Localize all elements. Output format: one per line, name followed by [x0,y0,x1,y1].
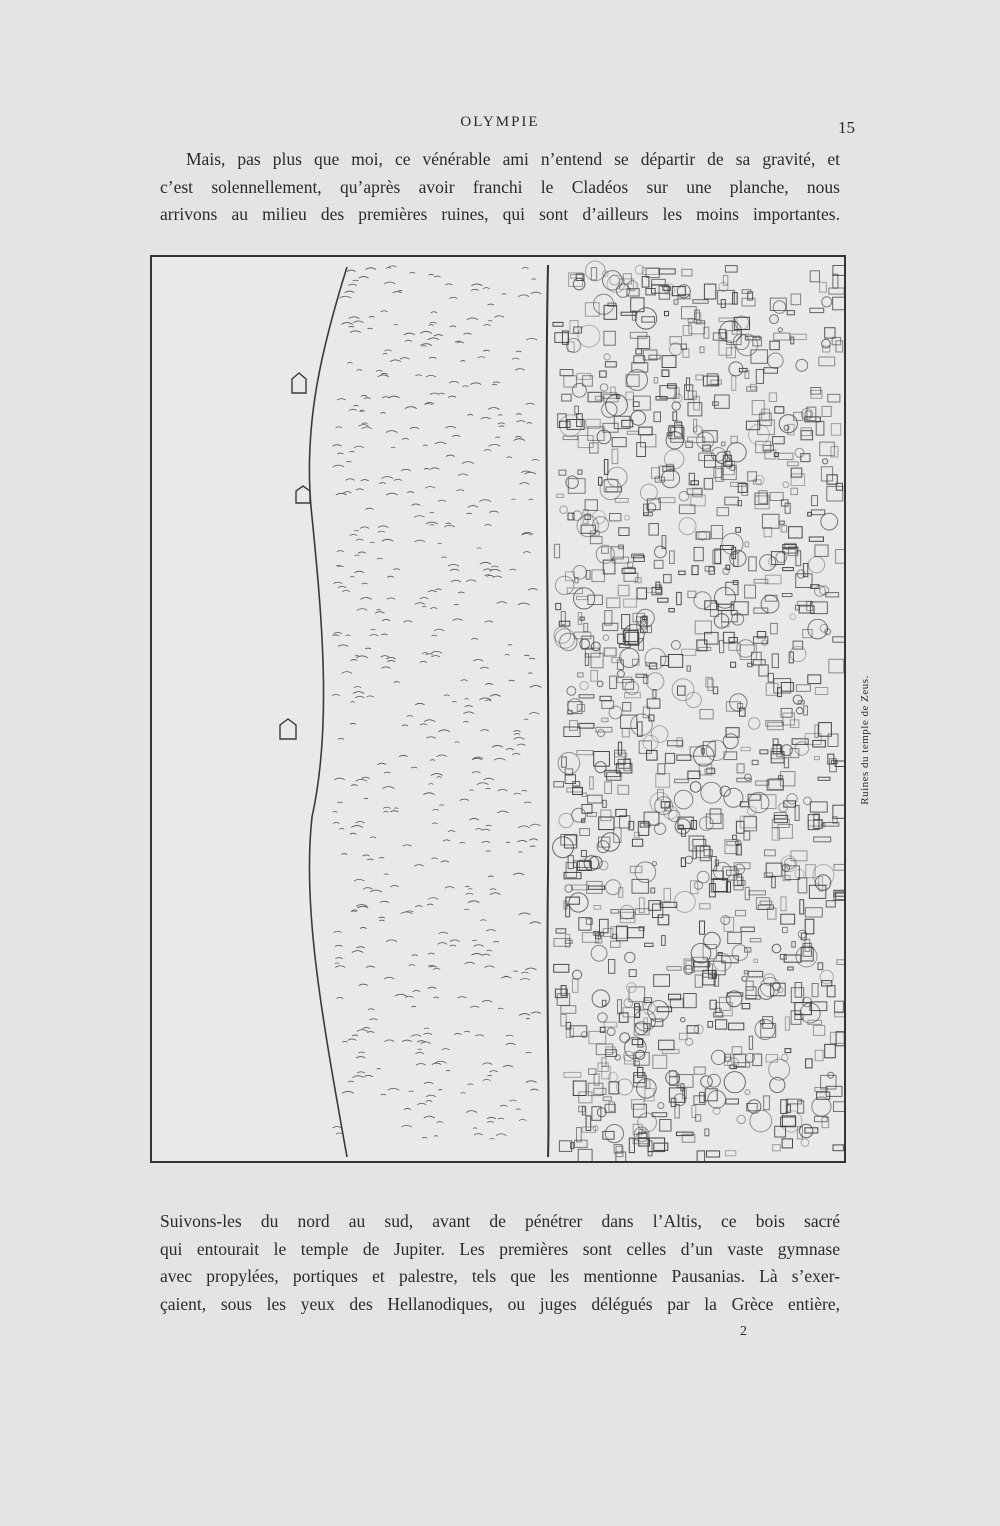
text-line: avec propylées, portiques et palestre, tels que les mentionne Pausanias. Là s’exer- [160,1266,840,1286]
paragraph-bottom [160,1208,840,1318]
engraving-drawing [152,257,844,1161]
text-line: çaient, sous les yeux des Hellanodiques, ou juges délégués par la Grèce entière, [160,1293,840,1314]
text-line: qui entourait le temple de Jupiter. Les premières sont celles d’un vaste gymnase [160,1238,840,1259]
figure-caption-area [854,640,876,840]
signature-mark: 2 [740,1324,747,1339]
figure-caption: Ruines du temple de Zeus. [859,675,871,805]
running-title: OLYMPIE [460,114,540,130]
engraving-illustration [150,255,846,1163]
text-line: c’est solennellement, qu’après avoir franchi le Cladéos sur une planche, nous [160,176,840,197]
paragraph-top [160,146,840,229]
text-line: Mais, pas plus que moi, ce vénérable ami n’entend se départir de sa gravité, et [186,149,840,169]
text-line: Suivons-les du nord au sud, avant de pénétrer dans l’Altis, ce bois sacré [160,1211,840,1231]
text-line: arrivons au milieu des premières ruines, qui sont d’ailleurs les moins importantes. [160,204,840,224]
page-number: 15 [838,118,855,137]
